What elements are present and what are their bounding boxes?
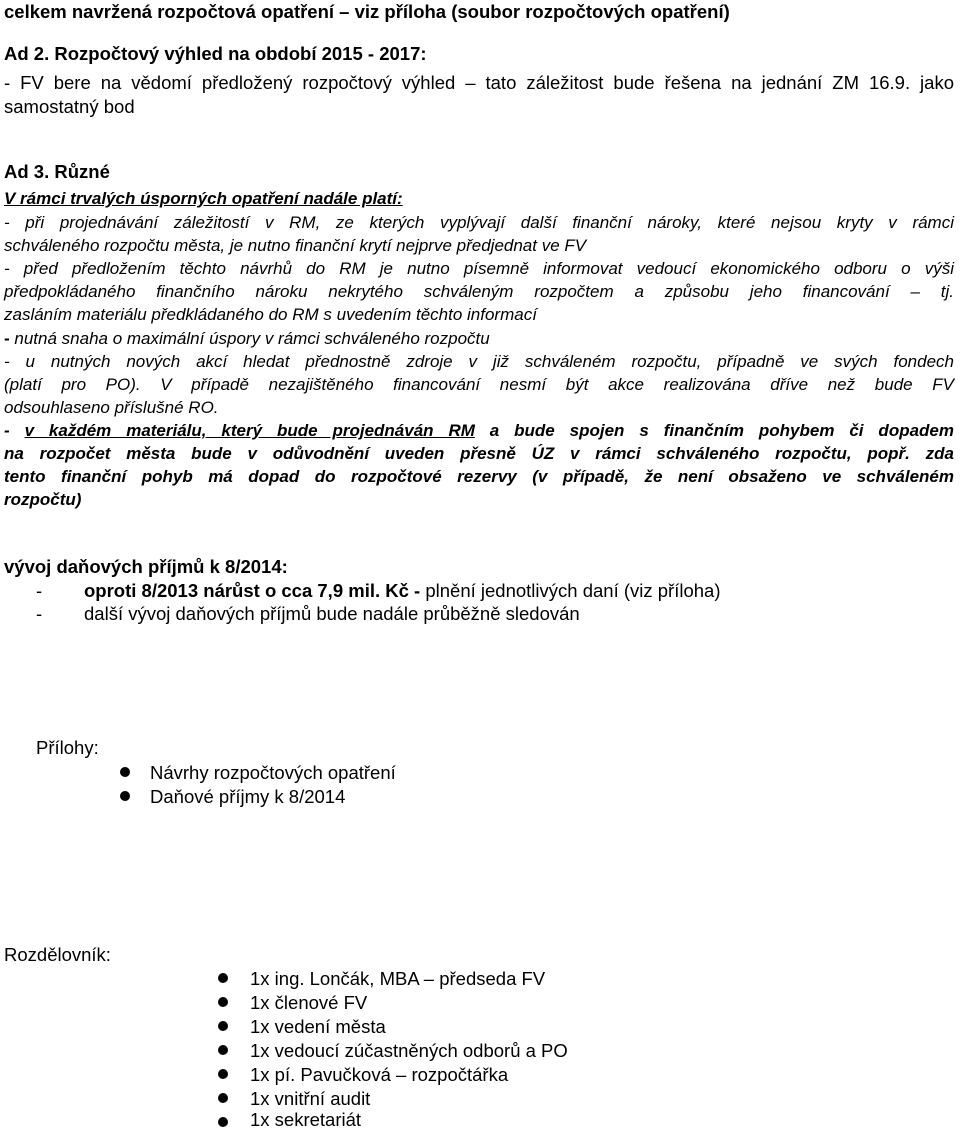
austerity-text: nutná snaha o maximální úspory v rámci schváleného rozpočtu [9, 329, 490, 348]
material-rule-underlined: v každém materiálu, který bude projednáván RM [24, 421, 475, 440]
distribution-item: 1x pí. Pavučková – rozpočtářka [250, 1064, 509, 1085]
material-rule-line [4, 419, 954, 442]
tax-item-text: další vývoj daňových příjmů bude nadále průběžně sledován [84, 603, 580, 624]
attachment-item: Návrhy rozpočtových opatření [150, 762, 396, 783]
tax-growth-rest: plnění jednotlivých daní (viz příloha) [420, 580, 721, 601]
bullet-icon [218, 1045, 228, 1055]
distribution-item: 1x vnitřní audit [250, 1088, 371, 1109]
attachments-label: Přílohy: [36, 737, 99, 758]
ad3-line: zasláním materiálu předkládaného do RM s uvedením těchto informací [4, 305, 537, 324]
ad3-line: schváleného rozpočtu města, je nutno finanční krytí nejprve předjednat ve FV [4, 236, 587, 255]
distribution-item: 1x vedoucí zúčastněných odborů a PO [250, 1040, 568, 1061]
tax-item-text [84, 579, 721, 603]
material-rule-text: a bude spojen s finančním pohybem či dopadem [474, 421, 954, 440]
bullet-icon [120, 767, 130, 777]
austerity-line [4, 327, 954, 350]
bullet-icon [218, 997, 228, 1007]
bullet-icon [218, 973, 228, 983]
ad3-line: - před předložením těchto návrhů do RM je nutno písemně informovat vedoucí ekonomického odboru o výši [4, 259, 954, 278]
sources-line: odsouhlaseno příslušné RO. [4, 398, 219, 417]
material-rule-line: tento finanční pohyb má dopad do rozpočtové rezervy (v případě, že není obsaženo ve schváleném [4, 467, 954, 486]
material-rule-line: rozpočtu) [4, 490, 82, 509]
ad3-line: předpokládaného finančního nároku nekrytého schváleným rozpočtem a způsobu jeho financování – tj. [4, 282, 954, 301]
material-rule-dash: - [4, 421, 25, 440]
ad2-heading: Ad 2. Rozpočtový výhled na období 2015 - 2017: [4, 43, 427, 64]
bullet-icon [218, 1117, 228, 1127]
material-rule-line: na rozpočet města bude v odůvodnění uveden přesně ÚZ v rámci schváleného rozpočtu, popř. zda [4, 444, 954, 463]
ad3-subheading: V rámci trvalých úsporných opatření nadále platí: [4, 189, 403, 208]
bullet-icon [218, 1093, 228, 1103]
summary-line: celkem navržená rozpočtová opatření – viz příloha (soubor rozpočtových opatření) [4, 1, 730, 22]
austerity-dash: - [4, 329, 10, 348]
sources-line: (platí pro PO). V případě nezajištěného financování nesmí být akce realizována dříve než bude FV [4, 375, 954, 394]
tax-heading: vývoj daňových příjmů k 8/2014: [4, 556, 288, 577]
distribution-label: Rozdělovník: [4, 944, 111, 965]
ad2-paragraph-line: - FV bere na vědomí předložený rozpočtový výhled – tato záležitost bude řešena na jednání ZM 16.9. jako [4, 72, 954, 93]
distribution-item: 1x sekretariát [250, 1109, 362, 1130]
bullet-icon [218, 1021, 228, 1031]
attachment-item: Daňové příjmy k 8/2014 [150, 786, 346, 807]
sources-line: - u nutných nových akcí hledat přednostně zdroje v již schváleném rozpočtu, případně ve svých fondech [4, 352, 954, 371]
ad2-paragraph-line: samostatný bod [4, 96, 135, 117]
ad3-line: - při projednávání záležitostí v RM, ze kterých vyplývají další finanční nároky, které nejsou kryty v rámci [4, 213, 954, 232]
tax-item-dash: - [36, 580, 43, 601]
distribution-item: 1x vedení města [250, 1016, 386, 1037]
bullet-icon [218, 1069, 228, 1079]
distribution-item: 1x členové FV [250, 992, 368, 1013]
bullet-icon [120, 791, 130, 801]
distribution-item: 1x ing. Lončák, MBA – předseda FV [250, 968, 546, 989]
ad3-heading: Ad 3. Různé [4, 161, 110, 182]
tax-growth-bold: oproti 8/2013 nárůst o cca 7,9 mil. Kč - [84, 580, 421, 601]
tax-item-dash: - [36, 603, 43, 624]
